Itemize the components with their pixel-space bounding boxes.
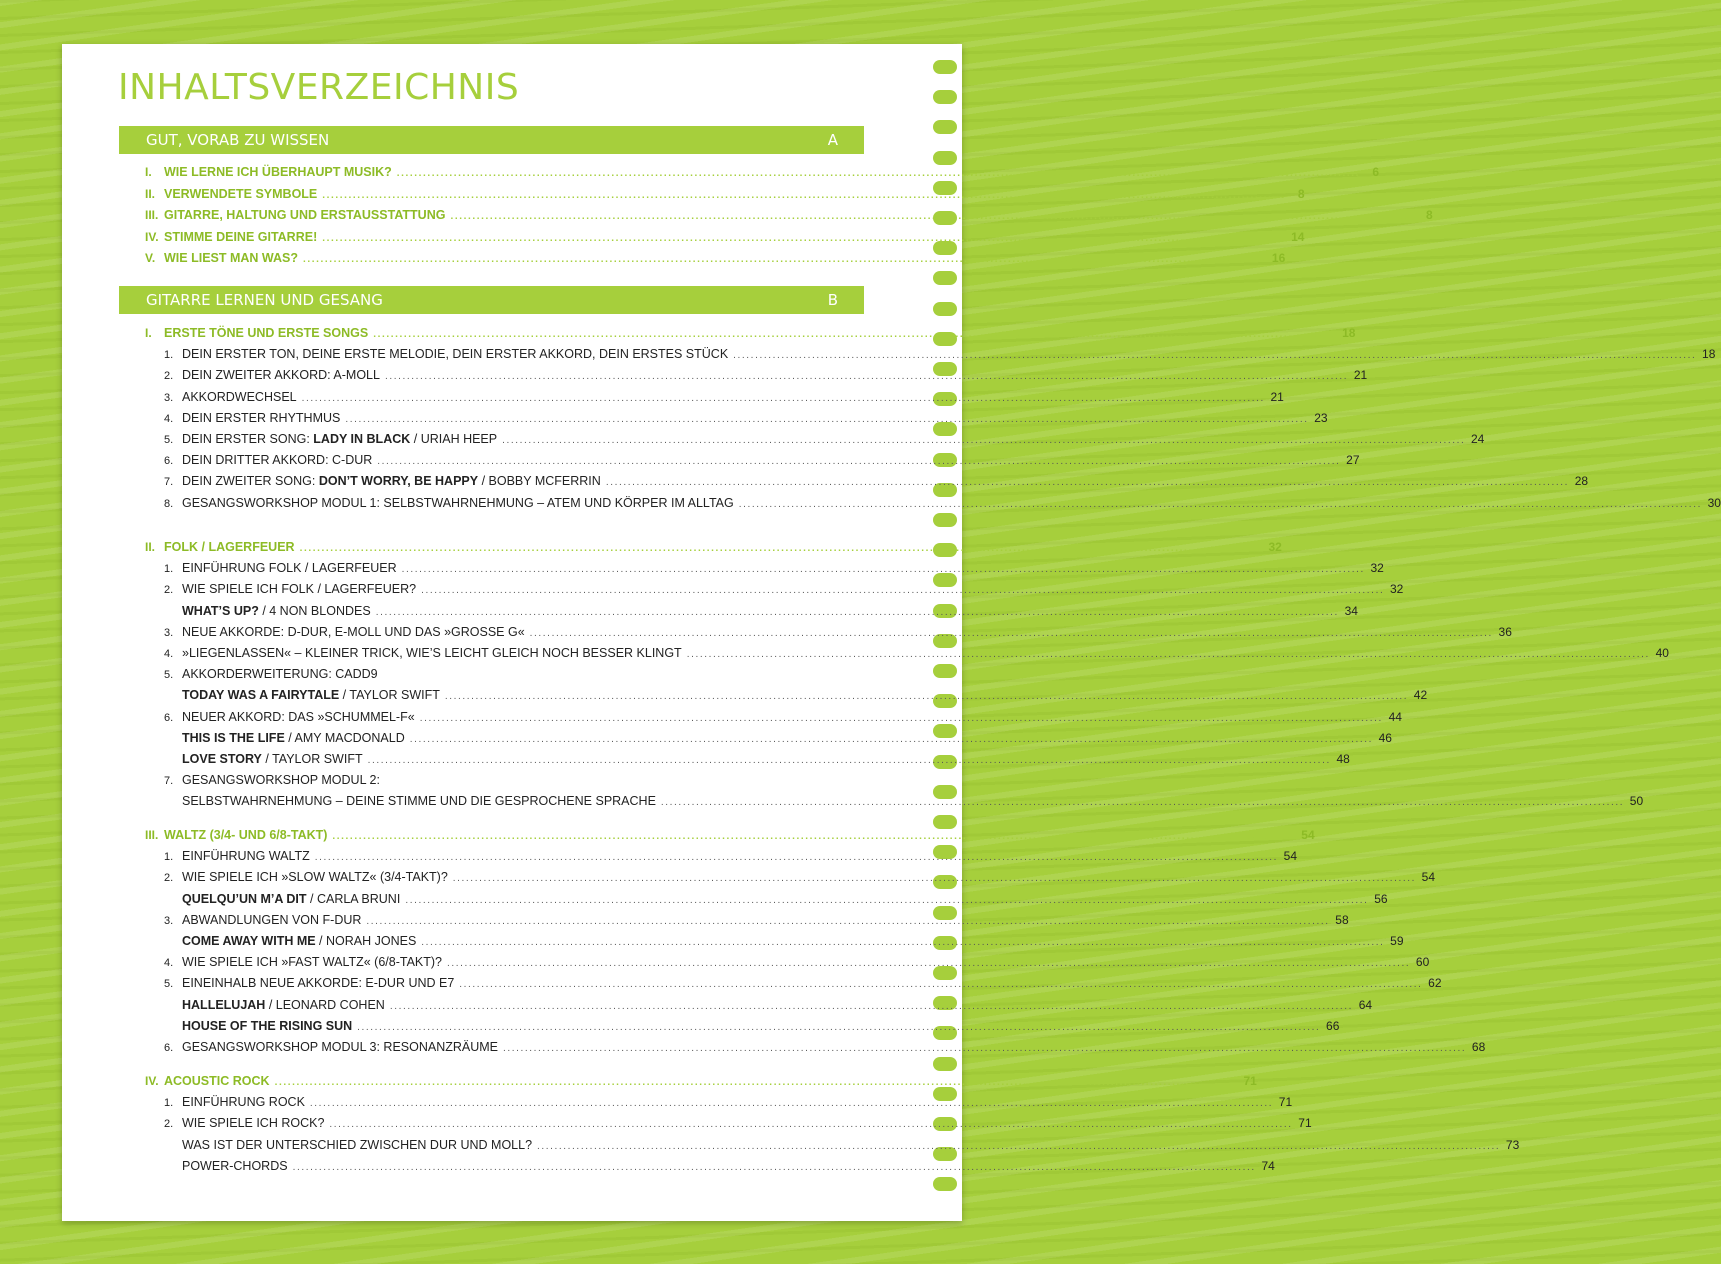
- section-label: GUT, VORAB ZU WISSEN: [146, 131, 330, 149]
- entry-title: STIMME DEINE GITARRE!: [164, 230, 318, 244]
- entry-title: AKKORDWECHSEL: [182, 390, 297, 404]
- leader-dots: ............................................................................................................................................................................................................................: [345, 414, 1309, 425]
- page-number: 34: [1344, 604, 1358, 618]
- leader-dots: ............................................................................................................................................................................................................................: [502, 435, 1466, 446]
- leader-dots: ............................................................................................................................................................................................................................: [274, 1077, 1238, 1088]
- page-number: 30: [1707, 496, 1721, 510]
- song-title: LOVE STORY: [182, 752, 262, 766]
- page-number: 21: [1353, 368, 1368, 382]
- page-number: 66: [1326, 1019, 1340, 1033]
- section-letter: A: [827, 131, 838, 149]
- page-number: 27: [1346, 453, 1360, 467]
- leader-dots: ............................................................................................................................................................................................................................: [459, 979, 1423, 990]
- leader-dots: ............................................................................................................................................................................................................................: [529, 628, 1493, 639]
- entry-title: ABWANDLUNGEN VON F-DUR: [182, 913, 362, 927]
- leader-dots: ............................................................................................................................................................................................................................: [452, 873, 1417, 884]
- section-header-a: [119, 126, 864, 154]
- entry-title: FOLK / LAGERFEUER: [164, 540, 295, 554]
- entry-title: COME AWAY WITH ME / NORAH JONES: [182, 934, 417, 948]
- page-number: 54: [1421, 870, 1436, 884]
- toc-row[interactable]: [164, 773, 838, 793]
- toc-row[interactable]: [164, 934, 1404, 954]
- song-title: DON’T WORRY, BE HAPPY: [318, 474, 479, 488]
- leader-dots: ............................................................................................................................................................................................................................: [444, 691, 1409, 702]
- toc-row[interactable]: [164, 625, 1512, 645]
- entry-number: 1.: [164, 563, 174, 575]
- song-title: QUELQU’UN M’A DIT: [182, 892, 307, 906]
- toc-row[interactable]: [164, 496, 1721, 516]
- entry-number: 6.: [164, 712, 174, 724]
- page-number: 24: [1470, 432, 1485, 446]
- page-number: 59: [1390, 934, 1404, 948]
- leader-dots: ............................................................................................................................................................................................................................: [375, 607, 1339, 618]
- song-title: TODAY WAS A FAIRYTALE: [182, 688, 340, 702]
- leader-dots: ............................................................................................................................................................................................................................: [309, 1098, 1274, 1109]
- leader-dots: ............................................................................................................................................................................................................................: [409, 734, 1373, 745]
- leader-dots: ............................................................................................................................................................................................................................: [301, 393, 1265, 404]
- page-number: 71: [1298, 1116, 1312, 1130]
- binding-hole: [933, 664, 957, 678]
- song-title: HALLELUJAH: [182, 998, 266, 1012]
- page-number: 73: [1505, 1138, 1520, 1152]
- leader-dots: ............................................................................................................................................................................................................................: [733, 350, 1697, 361]
- entry-title: SELBSTWAHRNEHMUNG – DEINE STIMME UND DIE GESPROCHENE SPRACHE: [182, 794, 656, 808]
- page-number: 56: [1374, 892, 1388, 906]
- toc-row[interactable]: [164, 1019, 1340, 1039]
- leader-dots: ............................................................................................................................................................................................................................: [384, 371, 1349, 382]
- binding-hole: [933, 815, 957, 829]
- toc-row[interactable]: [164, 892, 1388, 912]
- chapter-row[interactable]: [145, 208, 1433, 228]
- binding-hole: [933, 302, 957, 316]
- leader-dots: ............................................................................................................................................................................................................................: [366, 916, 1330, 927]
- entry-title: DEIN ERSTER SONG: LADY IN BLACK / URIAH HEEP: [182, 432, 498, 446]
- entry-title: NEUER AKKORD: DAS »SCHUMMEL-F«: [182, 710, 415, 724]
- entry-number: 2.: [164, 1118, 174, 1130]
- page-number: 32: [1268, 540, 1282, 554]
- binding-hole: [933, 90, 957, 104]
- entry-title: DEIN ERSTER RHYTHMUS: [182, 411, 341, 425]
- section-label: GITARRE LERNEN UND GESANG: [146, 291, 383, 309]
- leader-dots: ............................................................................................................................................................................................................................: [447, 958, 1411, 969]
- entry-number: 2.: [164, 872, 174, 884]
- song-title: THIS IS THE LIFE: [182, 731, 285, 745]
- toc-row[interactable]: [164, 411, 1328, 431]
- toc-row[interactable]: [164, 1138, 1520, 1158]
- leader-dots: ............................................................................................................................................................................................................................: [405, 895, 1369, 906]
- entry-title: »LIEGENLASSEN« – KLEINER TRICK, WIE’S LEICHT GLEICH NOCH BESSER KLINGT: [182, 646, 682, 660]
- page-number: 44: [1388, 710, 1402, 724]
- entry-number: 4.: [164, 648, 174, 660]
- entry-number: 7.: [164, 476, 174, 488]
- toc-row[interactable]: [164, 870, 1436, 890]
- entry-title: DEIN ZWEITER AKKORD: A-MOLL: [182, 368, 380, 382]
- page-number: 18: [1342, 326, 1356, 340]
- toc-row[interactable]: [164, 794, 1644, 814]
- leader-dots: ............................................................................................................................................................................................................................: [299, 543, 1263, 554]
- page-number: 62: [1428, 976, 1442, 990]
- leader-dots: ............................................................................................................................................................................................................................: [419, 713, 1383, 724]
- entry-number: I.: [145, 165, 152, 179]
- entry-title: EINFÜHRUNG ROCK: [182, 1095, 305, 1109]
- page-number: 74: [1261, 1159, 1275, 1173]
- entry-title: GITARRE, HALTUNG UND ERSTAUSSTATTUNG: [164, 208, 446, 222]
- chapter-row[interactable]: [145, 187, 1305, 207]
- toc-row[interactable]: [164, 1040, 1486, 1060]
- page-number: 71: [1278, 1095, 1293, 1109]
- binding-hole: [933, 151, 957, 165]
- entry-title: WIE SPIELE ICH ROCK?: [182, 1116, 325, 1130]
- page-number: 23: [1314, 411, 1328, 425]
- entry-title: ACOUSTIC ROCK: [164, 1074, 270, 1088]
- entry-title: EINFÜHRUNG FOLK / LAGERFEUER: [182, 561, 397, 575]
- toc-row[interactable]: [164, 976, 1442, 996]
- page-number: 32: [1389, 582, 1404, 596]
- toc-row[interactable]: [164, 474, 1589, 494]
- leader-dots: ............................................................................................................................................................................................................................: [389, 1001, 1354, 1012]
- page-number: 60: [1415, 955, 1430, 969]
- leader-dots: ............................................................................................................................................................................................................................: [292, 1162, 1256, 1173]
- leader-dots: ............................................................................................................................................................................................................................: [314, 852, 1279, 863]
- toc-row[interactable]: [164, 1095, 1293, 1115]
- leader-dots: ............................................................................................................................................................................................................................: [605, 477, 1570, 488]
- leader-dots: ............................................................................................................................................................................................................................: [322, 233, 1286, 244]
- toc-row[interactable]: [164, 849, 1298, 869]
- toc-row[interactable]: [164, 710, 1402, 730]
- song-title: HOUSE OF THE RISING SUN: [182, 1019, 353, 1033]
- toc-row[interactable]: [164, 998, 1373, 1018]
- entry-number: I.: [145, 326, 152, 340]
- toc-row[interactable]: [164, 453, 1360, 473]
- leader-dots: ............................................................................................................................................................................................................................: [373, 329, 1337, 340]
- leader-dots: ............................................................................................................................................................................................................................: [421, 937, 1385, 948]
- leader-dots: ............................................................................................................................................................................................................................: [450, 211, 1414, 222]
- song-title: COME AWAY WITH ME: [182, 934, 316, 948]
- entry-number: II.: [145, 187, 156, 201]
- entry-number: IV.: [145, 230, 159, 244]
- page-number: 28: [1574, 474, 1589, 488]
- leader-dots: ............................................................................................................................................................................................................................: [322, 190, 1286, 201]
- leader-dots: ............................................................................................................................................................................................................................: [686, 649, 1650, 660]
- entry-number: 3.: [164, 915, 174, 927]
- chapter-row[interactable]: [145, 230, 1305, 250]
- entry-number: 5.: [164, 669, 174, 681]
- page-title: INHALTSVERZEICHNIS: [118, 67, 520, 108]
- entry-title: ERSTE TÖNE UND ERSTE SONGS: [164, 326, 369, 340]
- entry-number: 2.: [164, 370, 174, 382]
- entry-number: 7.: [164, 775, 174, 787]
- binding-hole: [933, 1177, 957, 1191]
- page-number: 54: [1301, 828, 1315, 842]
- toc-row[interactable]: [164, 667, 838, 687]
- entry-number: III.: [145, 208, 159, 222]
- toc-row[interactable]: [164, 561, 1384, 581]
- toc-row[interactable]: [164, 368, 1368, 388]
- binding-hole: [933, 120, 957, 134]
- entry-number: 4.: [164, 957, 174, 969]
- toc-row[interactable]: [164, 1116, 1312, 1136]
- entry-title: THIS IS THE LIFE / AMY MACDONALD: [182, 731, 405, 745]
- entry-number: 8.: [164, 498, 174, 510]
- leader-dots: ............................................................................................................................................................................................................................: [329, 1119, 1293, 1130]
- entry-title: DEIN ZWEITER SONG: DON’T WORRY, BE HAPPY / BOBBY MCFERRIN: [182, 474, 601, 488]
- entry-title: WHAT’S UP? / 4 NON BLONDES: [182, 604, 371, 618]
- toc-row[interactable]: [164, 1159, 1275, 1179]
- toc-row[interactable]: [164, 731, 1392, 751]
- entry-number: 1.: [164, 1097, 174, 1109]
- entry-title: EINEINHALB NEUE AKKORDE: E-DUR UND E7: [182, 976, 455, 990]
- toc-row[interactable]: [164, 604, 1358, 624]
- toc-row[interactable]: [164, 646, 1669, 666]
- toc-row[interactable]: [164, 390, 1284, 410]
- entry-title: WIE SPIELE ICH »SLOW WALTZ« (3/4-TAKT)?: [182, 870, 448, 884]
- entry-title: EINFÜHRUNG WALTZ: [182, 849, 310, 863]
- song-title: WHAT’S UP?: [182, 604, 259, 618]
- entry-title: GESANGSWORKSHOP MODUL 1: SELBSTWAHRNEHMUNG – ATEM UND KÖRPER IM ALLTAG: [182, 496, 734, 510]
- entry-title: HALLELUJAH / LEONARD COHEN: [182, 998, 385, 1012]
- binding-hole: [933, 271, 957, 285]
- binding-hole: [933, 60, 957, 74]
- leader-dots: ............................................................................................................................................................................................................................: [421, 585, 1385, 596]
- page-number: 16: [1271, 251, 1286, 265]
- leader-dots: ............................................................................................................................................................................................................................: [537, 1141, 1501, 1152]
- leader-dots: ............................................................................................................................................................................................................................: [332, 831, 1296, 842]
- entry-title: NEUE AKKORDE: D-DUR, E-MOLL UND DAS »GROSSE G«: [182, 625, 525, 639]
- page-number: 48: [1336, 752, 1350, 766]
- entry-title: POWER-CHORDS: [182, 1159, 288, 1173]
- chapter-row[interactable]: [145, 540, 1282, 560]
- entry-number: IV.: [145, 1074, 159, 1088]
- page-number: 32: [1370, 561, 1384, 575]
- page-number: 71: [1243, 1074, 1257, 1088]
- entry-number: 1.: [164, 851, 174, 863]
- entry-title: DEIN ERSTER TON, DEINE ERSTE MELODIE, DEIN ERSTER AKKORD, DEIN ERSTES STÜCK: [182, 347, 729, 361]
- entry-number: 2.: [164, 584, 174, 596]
- entry-number: 5.: [164, 434, 174, 446]
- entry-number: 3.: [164, 392, 174, 404]
- page-number: 40: [1655, 646, 1669, 660]
- entry-title: QUELQU’UN M’A DIT / CARLA BRUNI: [182, 892, 401, 906]
- page-number: 8: [1297, 187, 1305, 201]
- page-number: 36: [1498, 625, 1512, 639]
- page-number: 54: [1283, 849, 1298, 863]
- toc-row[interactable]: [164, 752, 1350, 772]
- entry-title: WIE SPIELE ICH »FAST WALTZ« (6/8-TAKT)?: [182, 955, 443, 969]
- entry-number: 4.: [164, 413, 174, 425]
- chapter-row[interactable]: [145, 1074, 1257, 1094]
- toc-row[interactable]: [164, 688, 1428, 708]
- leader-dots: ............................................................................................................................................................................................................................: [660, 797, 1625, 808]
- toc-row[interactable]: [164, 347, 1716, 367]
- entry-title: WIE SPIELE ICH FOLK / LAGERFEUER?: [182, 582, 417, 596]
- entry-title: WIE LERNE ICH ÜBERHAUPT MUSIK?: [164, 165, 392, 179]
- entry-title: TODAY WAS A FAIRYTALE / TAYLOR SWIFT: [182, 688, 440, 702]
- page-number: 8: [1426, 208, 1433, 222]
- binding-hole: [933, 513, 957, 527]
- entry-number: III.: [145, 828, 159, 842]
- entry-title: WIE LIEST MAN WAS?: [164, 251, 299, 265]
- page-number: 64: [1358, 998, 1373, 1012]
- entry-number: 3.: [164, 627, 174, 639]
- entry-number: 5.: [164, 978, 174, 990]
- toc-row[interactable]: [164, 913, 1349, 933]
- leader-dots: ............................................................................................................................................................................................................................: [357, 1022, 1321, 1033]
- leader-dots: ............................................................................................................................................................................................................................: [396, 168, 1361, 179]
- entry-title: LOVE STORY / TAYLOR SWIFT: [182, 752, 363, 766]
- page-number: 18: [1702, 347, 1716, 361]
- section-header-b: [119, 286, 864, 314]
- page-number: 46: [1378, 731, 1392, 745]
- page-number: 14: [1291, 230, 1305, 244]
- entry-title: DEIN DRITTER AKKORD: C-DUR: [182, 453, 373, 467]
- page-number: 50: [1629, 794, 1644, 808]
- section-letter: B: [827, 291, 838, 309]
- chapter-row[interactable]: [145, 828, 1315, 848]
- entry-number: V.: [145, 251, 156, 265]
- toc-row[interactable]: [164, 955, 1430, 975]
- entry-title: VERWENDETE SYMBOLE: [164, 187, 318, 201]
- leader-dots: ............................................................................................................................................................................................................................: [303, 254, 1267, 265]
- entry-title: GESANGSWORKSHOP MODUL 2:: [182, 773, 380, 787]
- page-number: 68: [1471, 1040, 1486, 1054]
- entry-title: GESANGSWORKSHOP MODUL 3: RESONANZRÄUME: [182, 1040, 499, 1054]
- entry-number: 1.: [164, 349, 174, 361]
- entry-title: WALTZ (3/4- UND 6/8-TAKT): [164, 828, 328, 842]
- binding-hole: [933, 1057, 957, 1071]
- leader-dots: ............................................................................................................................................................................................................................: [367, 755, 1331, 766]
- leader-dots: ............................................................................................................................................................................................................................: [377, 456, 1341, 467]
- entry-number: 6.: [164, 1042, 174, 1054]
- entry-title: [182, 1019, 352, 1033]
- page-number: 6: [1372, 165, 1380, 179]
- toc-row[interactable]: [164, 582, 1404, 602]
- entry-title: WAS IST DER UNTERSCHIED ZWISCHEN DUR UND MOLL?: [182, 1138, 533, 1152]
- entry-number: 6.: [164, 455, 174, 467]
- leader-dots: ............................................................................................................................................................................................................................: [401, 564, 1365, 575]
- toc-row[interactable]: [164, 432, 1485, 452]
- chapter-row[interactable]: [145, 326, 1356, 346]
- page-number: 42: [1413, 688, 1428, 702]
- page-number: 21: [1270, 390, 1284, 404]
- page-number: 58: [1335, 913, 1349, 927]
- leader-dots: ............................................................................................................................................................................................................................: [738, 499, 1702, 510]
- song-title: LADY IN BLACK: [313, 432, 411, 446]
- chapter-row[interactable]: [145, 251, 1286, 271]
- entry-title: AKKORDERWEITERUNG: CADD9: [182, 667, 378, 681]
- entry-number: II.: [145, 540, 156, 554]
- chapter-row[interactable]: [145, 165, 1380, 185]
- leader-dots: ............................................................................................................................................................................................................................: [503, 1043, 1467, 1054]
